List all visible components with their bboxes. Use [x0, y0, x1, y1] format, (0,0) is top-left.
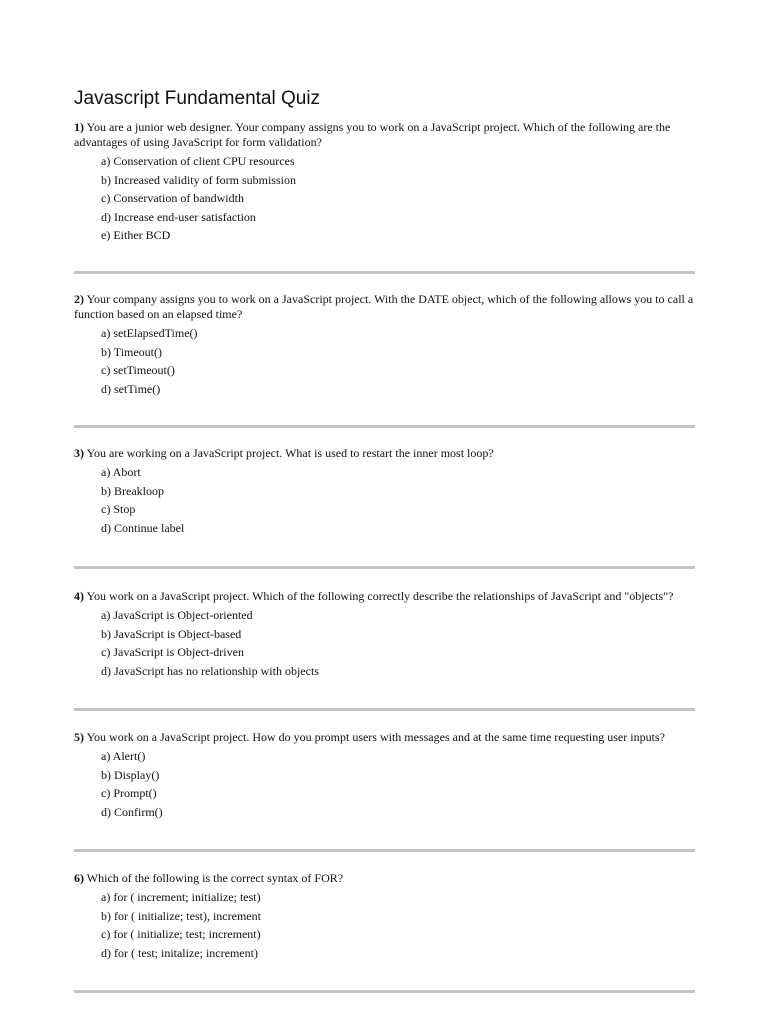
answer-option: b) Breakloop: [101, 483, 164, 498]
answer-option: a) JavaScript is Object-oriented: [101, 608, 253, 622]
question-2: [74, 292, 696, 398]
question-text: [74, 120, 696, 150]
question-5: [74, 730, 696, 821]
answer-option: d) for ( test; initalize; increment): [101, 945, 258, 960]
answer-options: [74, 324, 696, 398]
answer-option: d) Continue label: [101, 520, 185, 535]
question-number: 1): [74, 120, 84, 134]
question-number: 4): [74, 589, 84, 603]
question-body: Your company assigns you to work on a JavaScript project. With the DATE object, which of the following allows you to call a function based on an elapsed time?: [74, 292, 694, 321]
answer-option: d) Confirm(): [101, 804, 163, 819]
answer-option: a) Abort: [101, 465, 141, 479]
question-body: You work on a JavaScript project. How do you prompt users with messages and at the same time requesting user inputs?: [86, 730, 665, 744]
question-3: [74, 446, 696, 537]
answer-option: c) JavaScript is Object-driven: [101, 645, 244, 660]
answer-option: b) Timeout(): [101, 344, 163, 359]
answer-option: e) Either BCD: [101, 228, 171, 243]
question-number: 6): [74, 871, 84, 885]
question-divider: [74, 271, 695, 274]
question-text: [74, 589, 696, 604]
question-body: You are working on a JavaScript project. What is used to restart the inner most loop?: [86, 446, 494, 460]
question-divider: [74, 566, 695, 569]
question-text: [74, 730, 696, 745]
quiz-title: Javascript Fundamental Quiz: [74, 88, 321, 109]
answer-option: d) setTime(): [101, 381, 161, 396]
answer-options: [74, 747, 696, 821]
question-number: 2): [74, 292, 84, 306]
answer-options: [74, 463, 696, 537]
question-body: Which of the following is the correct syntax of FOR?: [86, 871, 344, 885]
answer-option: b) JavaScript is Object-based: [101, 626, 242, 641]
answer-option: c) setTimeout(): [101, 363, 175, 378]
answer-options: [74, 888, 696, 962]
answer-option: a) Conservation of client CPU resources: [101, 154, 295, 168]
question-text: [74, 292, 696, 322]
question-text: [74, 871, 696, 886]
answer-option: c) Stop: [101, 502, 136, 517]
answer-option: a) Alert(): [101, 749, 146, 763]
question-text: [74, 446, 696, 461]
answer-option: b) for ( initialize; test), increment: [101, 908, 261, 923]
question-divider: [74, 849, 695, 852]
answer-options: [74, 606, 696, 680]
answer-option: c) Prompt(): [101, 786, 157, 801]
answer-option: c) for ( initialize; test; increment): [101, 927, 261, 942]
question-body: You work on a JavaScript project. Which of the following correctly describe the relationships of JavaScript and "objects"?: [86, 589, 674, 603]
question-divider: [74, 708, 695, 711]
question-4: [74, 589, 696, 680]
question-divider: [74, 425, 695, 428]
answer-option: b) Display(): [101, 767, 160, 782]
answer-option: b) Increased validity of form submission: [101, 172, 296, 187]
question-body: You are a junior web designer. Your company assigns you to work on a JavaScript project. Which of the following are the advantages of using JavaScript for form validation?: [74, 120, 671, 149]
answer-option: a) for ( increment; initialize; test): [101, 890, 261, 904]
answer-options: [74, 152, 696, 245]
question-number: 5): [74, 730, 84, 744]
answer-option: d) Increase end-user satisfaction: [101, 209, 256, 224]
question-number: 3): [74, 446, 84, 460]
answer-option: d) JavaScript has no relationship with objects: [101, 663, 319, 678]
question-6: [74, 871, 696, 962]
question-1: [74, 120, 696, 245]
question-divider: [74, 990, 695, 993]
answer-option: c) Conservation of bandwidth: [101, 191, 244, 206]
answer-option: a) setElapsedTime(): [101, 326, 198, 340]
